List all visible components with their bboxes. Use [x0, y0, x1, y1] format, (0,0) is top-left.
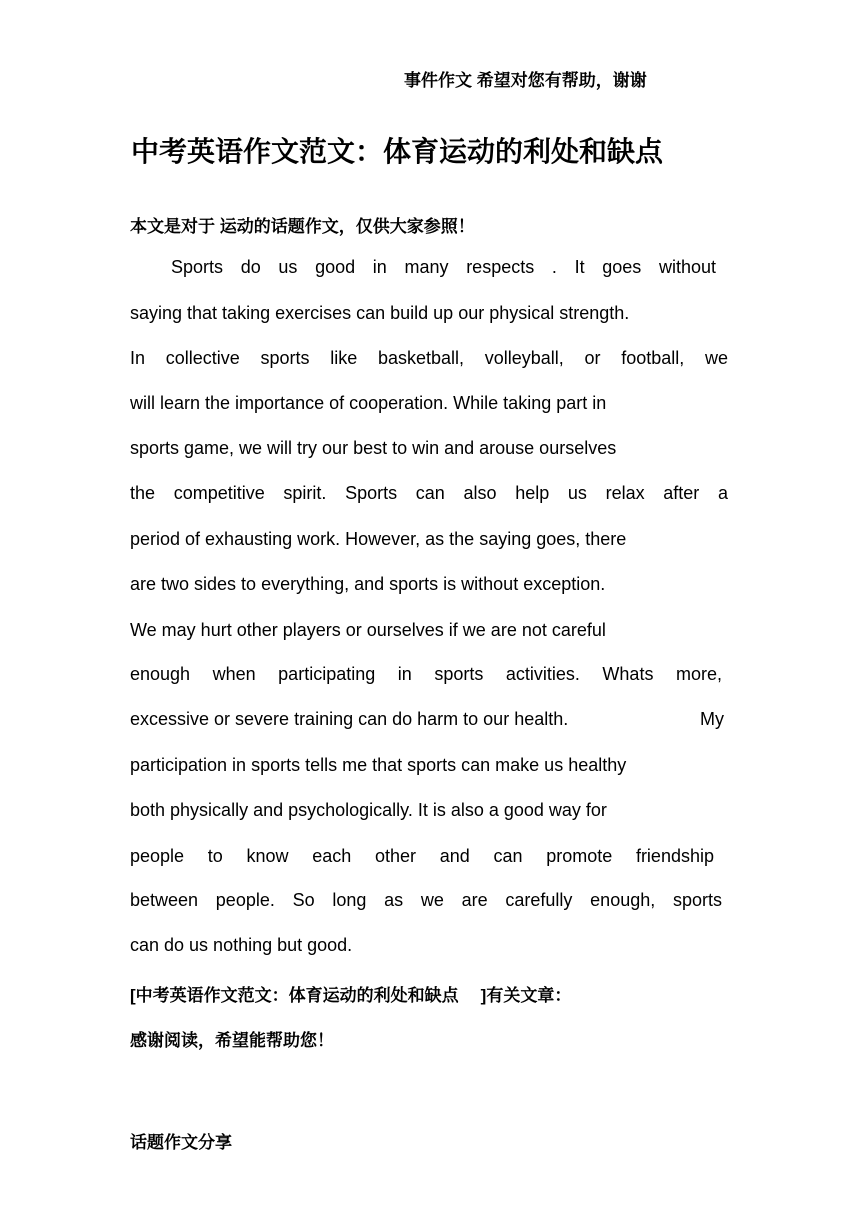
body-line: period of exhausting work. However, as the saying goes, there: [130, 529, 627, 549]
body-line: the competitive spirit. Sports can also help us relax after a: [130, 483, 728, 503]
body-line: are two sides to everything, and sports is without exception.: [130, 574, 606, 594]
page-title: 中考英语作文范文：体育运动的利处和缺点: [131, 136, 664, 167]
body-line: both physically and psychologically. It is also a good way for: [130, 800, 607, 820]
body-line: sports game, we will try our best to win and arouse ourselves: [130, 438, 617, 458]
body-line: can do us nothing but good.: [130, 935, 353, 955]
related-articles-line: [130, 981, 571, 1006]
body-line: Sports do us good in many respects . It goes without: [171, 257, 716, 277]
body-line: will learn the importance of cooperation. While taking part in: [130, 393, 607, 413]
body-line: saying that taking exercises can build up our physical strength.: [130, 303, 630, 323]
body-line: My: [700, 709, 724, 729]
body-line: people to know each other and can promote friendship: [130, 846, 714, 866]
body-line: In collective sports like basketball, volleyball, or football, we: [130, 348, 728, 368]
body-line: enough when participating in sports activities. Whats more,: [130, 664, 722, 684]
body-line: participation in sports tells me that sports can make us healthy: [130, 755, 627, 775]
body-line: We may hurt other players or ourselves if we are not careful: [130, 620, 606, 640]
intro-line: 本文是对于 运动的话题作文，仅供大家参照！: [130, 217, 475, 236]
body-line: excessive or severe training can do harm to our health.: [130, 709, 569, 729]
related-close-text: ]有关文章：: [480, 986, 572, 1005]
body-line: between people. So long as we are carefully enough, sports: [130, 890, 722, 910]
thanks-line: 感谢阅读，希望能帮助您！: [130, 1031, 334, 1050]
related-open-text: [中考英语作文范文：体育运动的利处和缺点: [130, 986, 459, 1005]
page-header: 事件作文 希望对您有帮助，谢谢: [404, 71, 647, 90]
footer-label: 话题作文分享: [130, 1133, 232, 1152]
